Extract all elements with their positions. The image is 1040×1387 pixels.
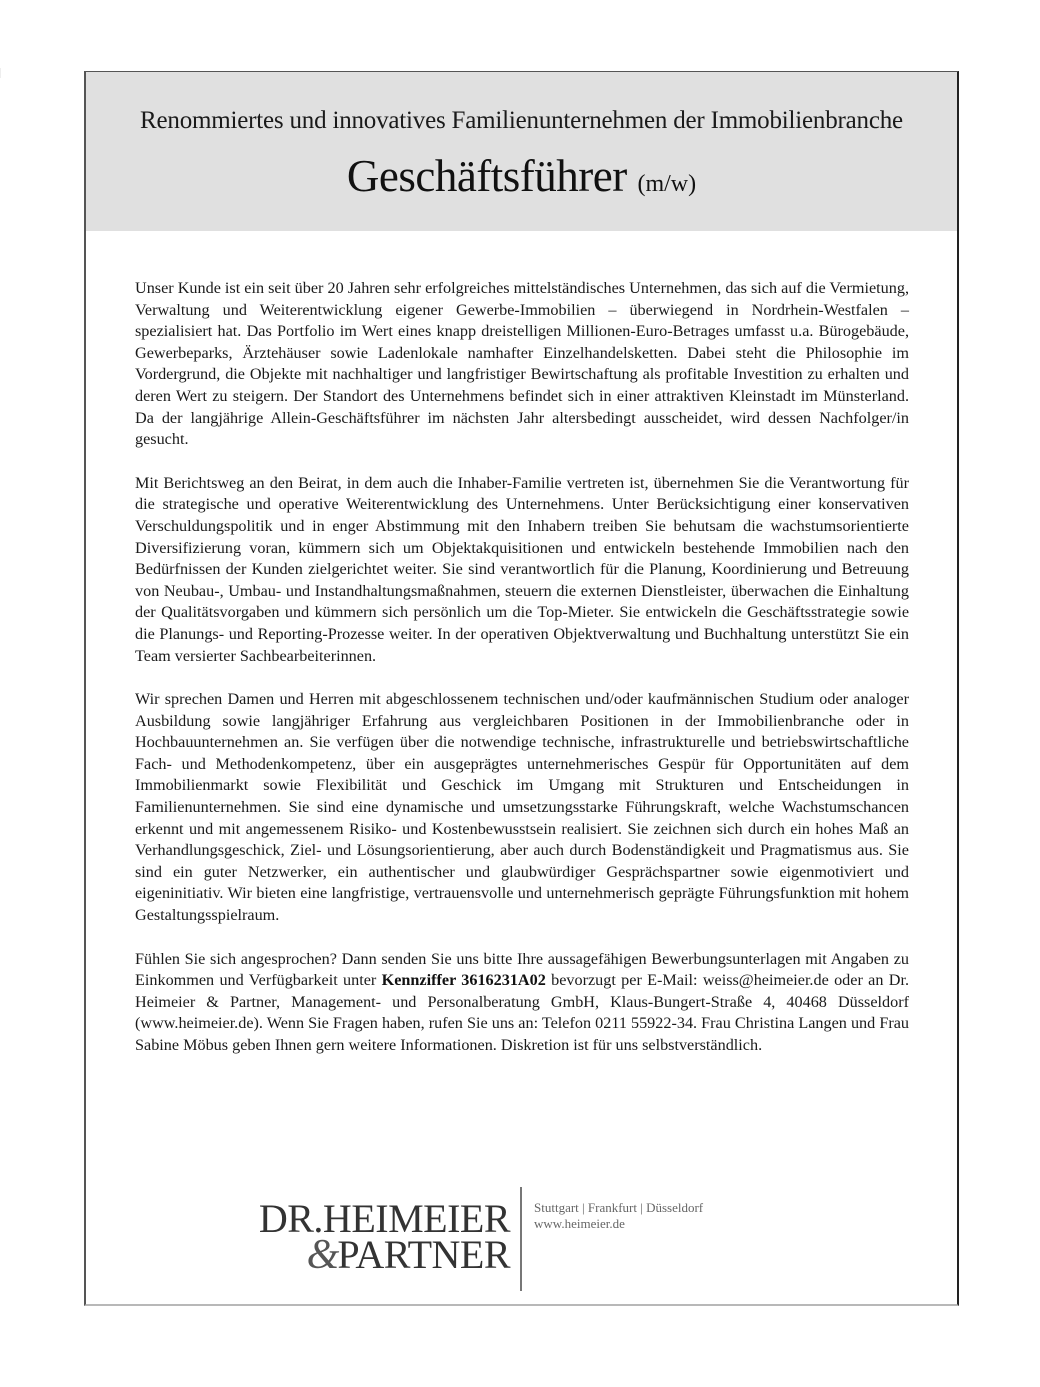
paragraph-company-profile: Unser Kunde ist ein seit über 20 Jahren sehr erfolgreiches mittelständisches Unternehmen, das sich auf die Vermietung, Verwaltung und Weiterentwicklung eigener Gewerbe-Immobilien – überwiegend in Nordrhein-Westfalen – spezialisiert hat. Das Portfolio im Wert eines knapp dreistelligen Millionen-Euro-Betrages umfasst u.a. Bürogebäude, Gewerbeparks, Ärztehäuser sowie Ladenlokale namhafter Einzelhandelsketten. Dabei steht die Philosophie im Vordergrund, die Objekte mit nachhaltiger und langfristiger Bewirtschaftung als profitable Investition zu erhalten und deren Wert zu steigern. Der Standort des Unternehmens befindet sich in einer attraktiven Kleinstadt im Münsterland. Da der langjährige Allein-Geschäftsführer im nächsten Jahr altersbedingt ausscheidet, wird dessen Nachfolger/in gesucht. xyxy=(135,279,909,449)
contact-text-phone: ). Wenn Sie Fragen haben, rufen Sie uns an: Telefon 0211 55922-34. Frau Christina Langen und Frau Sabine Möbus geben Ihnen gern weitere Informationen. Diskretion ist für uns selbstverständlich. xyxy=(135,1014,909,1054)
gender-suffix: (m/w) xyxy=(637,171,697,197)
job-advertisement xyxy=(84,71,959,1306)
logo-line-2 xyxy=(244,1232,510,1278)
company-logo xyxy=(244,1187,764,1297)
paragraph-contact xyxy=(135,949,909,1057)
logo-ampersand: & xyxy=(306,1232,336,1278)
contact-text-intro: Fühlen Sie sich angesprochen? Dann senden Sie uns bitte Ihre aussagefähigen Bewerbungsunterlagen mit Angaben zu Einkommen und Verfügbarkeit unter xyxy=(135,949,909,990)
website-link[interactable]: www.heimeier.de xyxy=(140,1014,254,1033)
page-edge-mark xyxy=(0,68,1,78)
logo-website[interactable]: www.heimeier.de xyxy=(534,1216,625,1231)
paragraph-responsibilities: Mit Berichtsweg an den Beirat, in dem auch die Inhaber-Familie vertreten ist, übernehmen Sie die Verantwortung für die strategische und operative Weiterentwicklung des Unternehmens. Unter Berücksichtigung einer konservativen Verschuldungspolitik und in enger Abstimmung mit den Inhabern treiben Sie behutsam die wachstumsorientierte Diversifizierung voran, kümmern sich um Objektakquisitionen und entwickeln bestehende Immobilien nach den Bedürfnissen der Kunden zielgerichtet weiter. Sie sind verantwortlich für die Planung, Koordinierung und Betreuung von Neubau-, Umbau- und Instandhaltungsmaßnahmen, steuern die externen Dienstleister, überwachen die Einhaltung der Qualitätsvorgaben und kümmern sich persönlich um die Top-Mieter. Sie entwickeln die Geschäftsstrategie sowie die Planungs- und Reporting-Prozesse weiter. In der operativen Objektverwaltung und Buchhaltung unterstützt Sie ein Team versierter Sachbearbeiterinnen. xyxy=(135,473,909,665)
paragraph-requirements: Wir sprechen Damen und Herren mit abgeschlossenem technischen und/oder kaufmännischen Studium oder analoger Ausbildung sowie langjähriger Erfahrung aus vergleichbaren Positionen in der Immobilienbranche oder in Hochbauunternehmen an. Sie verfügen über die notwendige technische, infrastrukturelle und betriebswirtschaftliche Fach- und Methodenkompetenz, über ein ausgeprägtes unternehmerisches Gespür für Opportunitäten auf dem Immobilienmarkt sowie Flexibilität und Geschick im Umgang mit Strukturen und Entscheidungen in Familienunternehmen. Sie sind eine dynamische und umsetzungsstarke Führungskraft, welche Wachstumschancen erkennt und mit angemessenem Risiko- und Kostenbewusstsein realisiert. Sie zeichnen sich durch ein hohes Maß an Verhandlungsgeschick, Ziel- und Lösungsorientierung, aber auch durch Bodenständigkeit und Pragmatismus aus. Sie sind ein guter Netzwerker, ein authentischer und glaubwürdiger Gesprächspartner sowie eigenmotiviert und eigeninitiativ. Wir bieten eine langfristige, vertrauensvolle und unternehmerisch geprägte Führungsfunktion mit hohem Gestaltungsspielraum. xyxy=(135,690,909,925)
ad-header xyxy=(86,72,957,231)
contact-email-link[interactable]: weiss@heimeier.de xyxy=(702,971,829,990)
contact-text-email-intro: bevorzugt per E-Mail: xyxy=(545,971,703,990)
job-title-text: Geschäftsführer xyxy=(346,151,627,201)
logo-divider xyxy=(520,1187,522,1291)
logo-wordmark xyxy=(244,1196,510,1278)
logo-line-1: DR.HEIMEIER xyxy=(258,1196,510,1241)
job-title xyxy=(86,150,957,202)
reference-number: Kennziffer 3616231A02 xyxy=(381,971,546,990)
company-description-heading: Renommiertes und innovatives Familienunternehmen der Immobilienbranche xyxy=(140,107,903,134)
logo-office-locations: Stuttgart | Frankfurt | Düsseldorf xyxy=(534,1200,704,1215)
contact-text-address: oder an Dr. Heimeier & Partner, Management- und Personalberatung GmbH, Klaus-Bungert-Straße 4, 40468 Düsseldorf ( xyxy=(135,971,909,1033)
ad-body xyxy=(135,278,909,1079)
logo-line-2-text: PARTNER xyxy=(337,1232,510,1277)
